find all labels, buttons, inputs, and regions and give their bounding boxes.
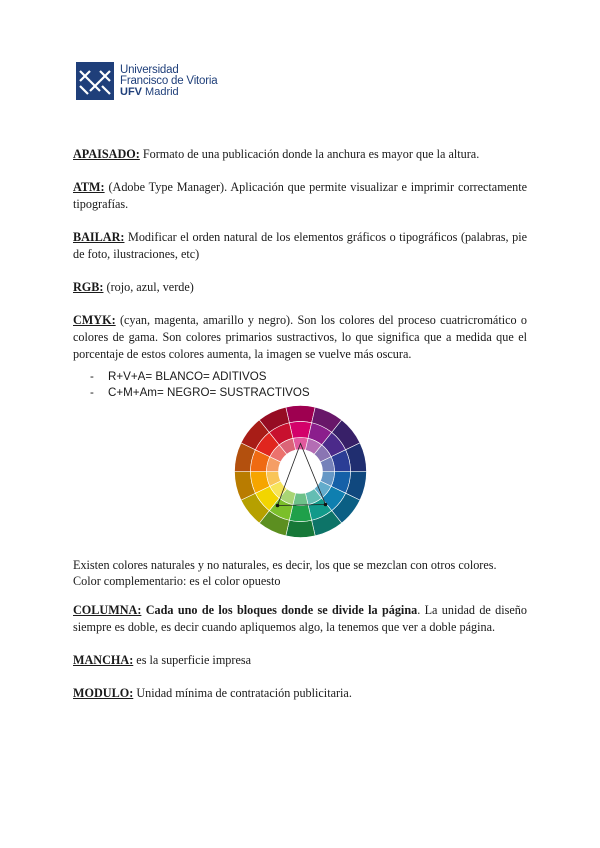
- definition-text: (cyan, magenta, amarillo y negro). Son los colores del proceso cuatricromático o colores de gama. Son colores primarios sustractivos, lo que significa que a medida que el porcentaje de estos colores aumenta, la imagen se vuelve más oscura.: [73, 313, 527, 361]
- definition-text: es la superficie impresa: [133, 653, 252, 667]
- definition-columna: [73, 602, 527, 636]
- logo-ufv: UFV: [120, 85, 142, 98]
- term-label: COLUMNA:: [73, 603, 142, 617]
- note-natural-colors: Existen colores naturales y no naturales, es decir, los que se mezclan con otros colores.: [73, 558, 497, 572]
- wheel-middle-segment: [289, 422, 311, 439]
- definition-bold-text: Cada uno de los bloques donde se divide la página: [141, 603, 418, 617]
- list-item: - C+M+Am= NEGRO= SUSTRACTIVOS: [90, 386, 310, 399]
- wheel-center: [279, 450, 323, 494]
- definition-bailar: [73, 229, 527, 263]
- definition-text: Unidad mínima de contratación publicitaria.: [133, 686, 352, 700]
- logo-wordmark: [120, 65, 217, 98]
- term-label: CMYK:: [73, 313, 116, 327]
- logo-line-3: [120, 87, 217, 98]
- list-item: - R+V+A= BLANCO= ADITIVOS: [90, 370, 267, 383]
- definition-rgb: [73, 279, 527, 296]
- term-label: MODULO:: [73, 686, 134, 700]
- term-label: ATM:: [73, 180, 105, 194]
- definition-text: . La unidad de diseño siempre es doble, es decir cuando apliquemos algo, la tenemos que ver a doble página.: [73, 603, 527, 634]
- definition-text: Modificar el orden natural de los elementos gráficos o tipográficos (palabras, pie de foto, ilustraciones, etc): [73, 230, 527, 261]
- definition-mancha: [73, 652, 527, 669]
- definitions-section: [73, 146, 527, 401]
- triangle-vertex-dot: [324, 503, 328, 507]
- term-label: BAILAR:: [73, 230, 125, 244]
- triangle-vertex-dot: [276, 504, 280, 508]
- term-label: APAISADO:: [73, 147, 140, 161]
- wheel-outer-segment: [286, 520, 315, 537]
- color-wheel: [232, 390, 369, 553]
- ufv-emblem-icon: [76, 62, 114, 100]
- logo-madrid: Madrid: [142, 85, 179, 98]
- definition-cmyk: [73, 312, 527, 363]
- definition-text: (Adobe Type Manager). Aplicación que permite visualizar e imprimir correctamente tipografías.: [73, 180, 527, 211]
- definition-modulo: [73, 685, 527, 702]
- definition-text: (rojo, azul, verde): [103, 280, 194, 294]
- color-wheel-image: [232, 390, 369, 553]
- note-complementary: Color complementario: es el color opuesto: [73, 574, 281, 588]
- wheel-middle-segment: [289, 505, 311, 522]
- definition-atm: [73, 179, 527, 213]
- wheel-outer-segment: [286, 406, 315, 423]
- term-label: RGB:: [73, 280, 104, 294]
- logo-line-2: Francisco de Vitoria: [120, 74, 218, 87]
- definition-apaisado: [73, 146, 527, 163]
- logo-line-1: Universidad: [120, 63, 179, 76]
- color-notes: [73, 557, 527, 589]
- university-logo: [76, 62, 217, 100]
- definition-text: Formato de una publicación donde la anchura es mayor que la altura.: [139, 147, 480, 161]
- term-label: MANCHA:: [73, 653, 134, 667]
- layout-definitions: [73, 602, 527, 702]
